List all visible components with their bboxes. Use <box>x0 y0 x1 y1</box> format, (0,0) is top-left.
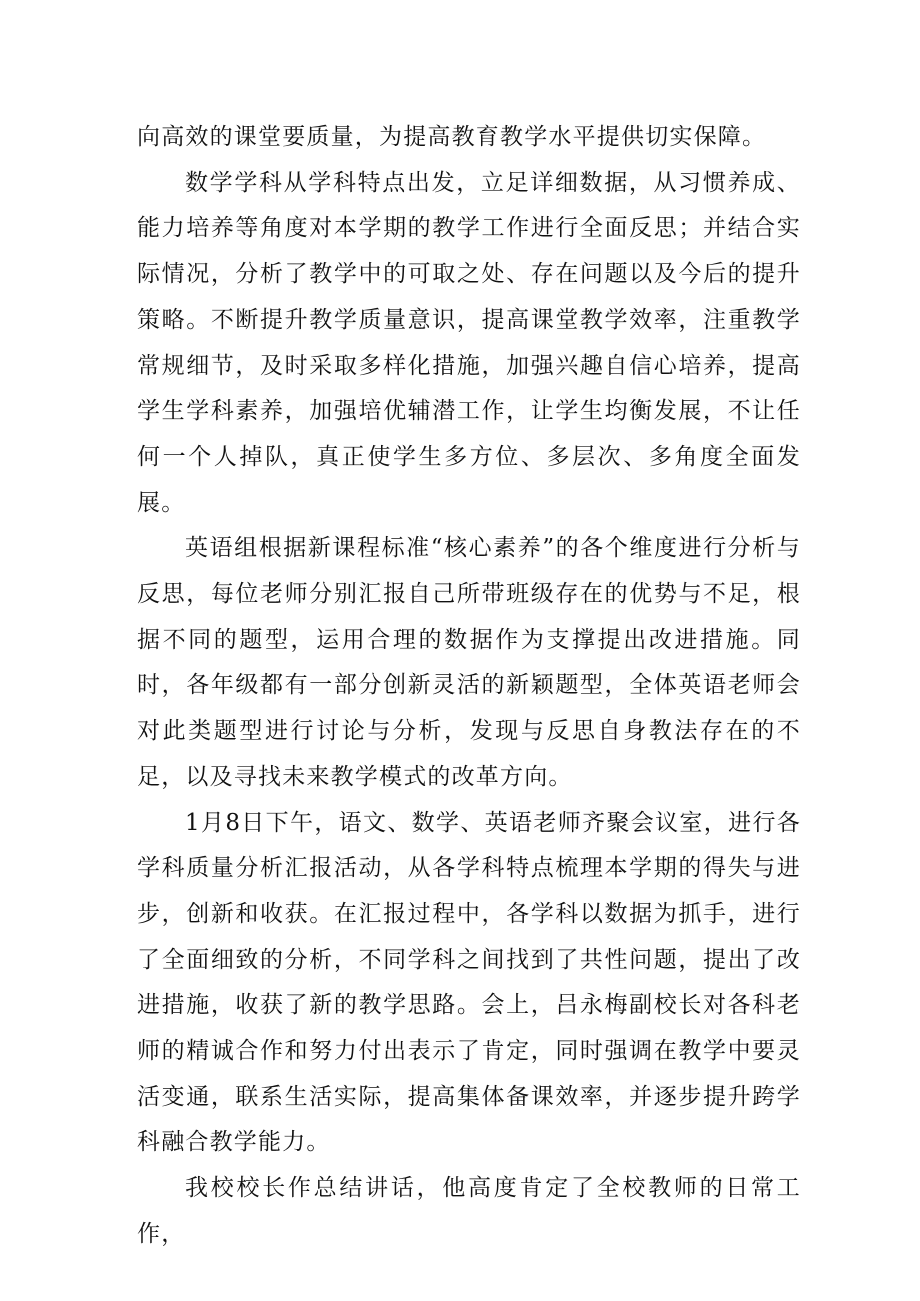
paragraph-principal: 我校校长作总结讲话，他高度肯定了全校教师的日常工作， <box>137 1175 801 1247</box>
paragraph-meeting: 1月8日下午，语文、数学、英语老师齐聚会议室，进行各学科质量分析汇报活动，从各学科特点梳理本学期的得失与进步，创新和收获。在汇报过程中，各学科以数据为抓手，进行了全面细致的分析，不同学科之间找到了共性问题，提出了改进措施，收获了新的教学思路。会上，吕永梅副校长对各科老师的精诚合作和努力付出表示了肯定，同时强调在教学中要灵活变通，联系生活实际，提高集体备课效率，并逐步提升跨学科融合教学能力。 <box>137 809 801 1156</box>
paragraph-math: 数学学科从学科特点出发，立足详细数据，从习惯养成、能力培养等角度对本学期的教学工作进行全面反思；并结合实际情况，分析了教学中的可取之处、存在问题以及今后的提升策略。不断提升教学质量意识，提高课堂教学效率，注重教学常规细节，及时采取多样化措施，加强兴趣自信心培养，提高学生学科素养，加强培优辅潜工作，让学生均衡发展，不让任何一个人掉队，真正使学生多方位、多层次、多角度全面发展。 <box>137 169 801 516</box>
paragraph-english: 英语组根据新课程标准“核心素养”的各个维度进行分析与反思，每位老师分别汇报自己所带班级存在的优势与不足，根据不同的题型，运用合理的数据作为支撑提出改进措施。同时，各年级都有一部分创新灵活的新颖题型，全体英语老师会对此类题型进行讨论与分析，发现与反思自身教法存在的不足，以及寻找未来教学模式的改革方向。 <box>137 535 801 790</box>
document-body <box>137 115 801 1258</box>
paragraph-continuation: 向高效的课堂要质量，为提高教育教学水平提供切实保障。 <box>137 124 767 150</box>
